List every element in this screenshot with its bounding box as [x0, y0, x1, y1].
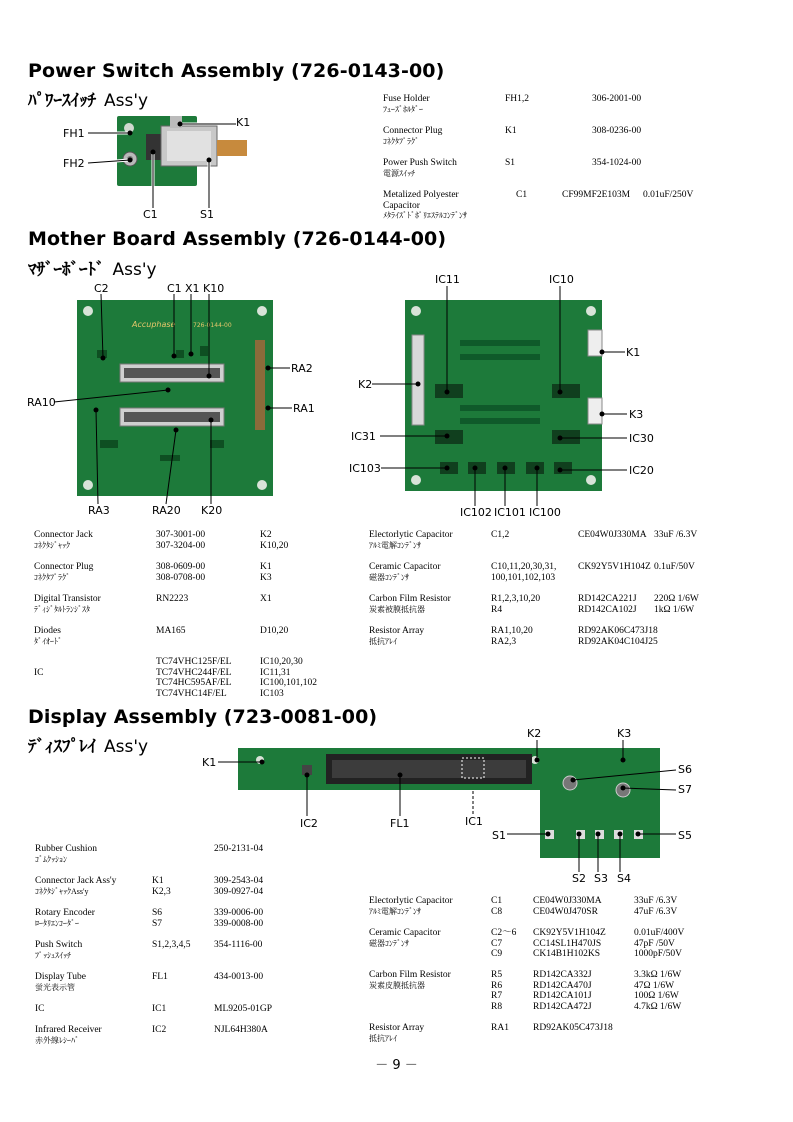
- mb-rpart-value-1: 33uF /6.3V: [654, 530, 698, 540]
- dp-part-ref-5: FL1: [152, 972, 168, 982]
- mb-part-pn-4: MA165: [156, 626, 186, 636]
- dp-part-pn-2: 309-2543-04 309-0927-04: [214, 876, 264, 897]
- mb-rpart-ref-1: C1,2: [491, 530, 510, 540]
- mb-label-k1: K1: [626, 346, 641, 359]
- dp-part-name-5: Display Tube 蛍光表示管: [35, 972, 86, 992]
- mb-rpart-value-2: 0.1uF/50V: [654, 562, 695, 572]
- dp-label-ic1: IC1: [465, 815, 483, 828]
- mb-label-c1: C1: [167, 282, 182, 295]
- mb-part-pn-3: RN2223: [156, 594, 189, 604]
- mb-rpart-pn-1: CE04W0J330MA: [578, 530, 647, 540]
- label-k1: K1: [236, 116, 251, 129]
- mb-rpart-value-3: 220Ω 1/6W 1kΩ 1/6W: [654, 594, 699, 615]
- mb-rpart-pn-2: CK92Y5V1H104Z: [578, 562, 651, 572]
- dp-rpart-ref-3: R5 R6 R7 R8: [491, 970, 503, 1012]
- dp-part-name-7: Infrared Receiver 赤外線ﾚｼｰﾊﾞ: [35, 1025, 102, 1045]
- section-subtitle-mother: [28, 255, 157, 280]
- mb-part-ref-1: K2 K10,20: [260, 530, 289, 551]
- board-logo: Accuphase: [132, 320, 176, 329]
- mb-part-name-5: IC: [34, 668, 44, 678]
- board-part-number: 726-0144-00: [193, 322, 232, 329]
- subtitle-jp: ﾃﾞｨｽﾌﾟﾚｲ: [28, 737, 96, 757]
- power-part-ref-1: FH1,2: [505, 94, 530, 104]
- power-part-ref-4: C1: [516, 190, 528, 200]
- mb-label-x1: X1: [185, 282, 200, 295]
- section-title-display: Display Assembly (723-0081-00): [28, 706, 378, 728]
- dp-label-fl1: FL1: [390, 817, 410, 830]
- power-part-name-1: Fuse Holder ﾌｭｰｽﾞﾎﾙﾀﾞｰ: [383, 94, 430, 114]
- dp-part-pn-7: NJL64H380A: [214, 1025, 268, 1035]
- mb-rpart-pn-3: RD142CA221J RD142CA102J: [578, 594, 637, 615]
- mb-part-ref-2: K1 K3: [260, 562, 272, 583]
- dp-label-k2: K2: [527, 727, 542, 740]
- mb-part-ref-3: X1: [260, 594, 272, 604]
- mb-part-ref-4: D10,20: [260, 626, 289, 636]
- dp-label-s3: S3: [594, 872, 608, 885]
- dp-part-name-2: Connector Jack Ass'y ｺﾈｸﾀｼﾞｬｯｸAss'y: [35, 876, 117, 896]
- label-s1: S1: [200, 208, 214, 221]
- dp-part-name-4: Push Switch ﾌﾟｯｼｭｽｲｯﾁ: [35, 940, 83, 960]
- dp-rpart-pn-2: CK92Y5V1H104Z CC14SL1H470JS CK14B1H102KS: [533, 928, 606, 959]
- label-c1: C1: [143, 208, 158, 221]
- mb-label-ic30: IC30: [629, 432, 654, 445]
- mb-label-k2: K2: [358, 378, 373, 391]
- dp-rpart-ref-1: C1 C8: [491, 896, 503, 917]
- dp-part-pn-3: 339-0006-00 339-0008-00: [214, 908, 264, 929]
- mb-label-ic20: IC20: [629, 464, 654, 477]
- mb-label-ic31: IC31: [351, 430, 376, 443]
- dp-label-s6: S6: [678, 763, 692, 776]
- power-part-ref-2: K1: [505, 126, 517, 136]
- dp-label-s7: S7: [678, 783, 692, 796]
- dp-rpart-ref-2: C2～6 C7 C9: [491, 928, 517, 959]
- mb-label-ra2: RA2: [291, 362, 313, 375]
- mb-label-ic103: IC103: [349, 462, 381, 475]
- dp-label-s1: S1: [492, 829, 506, 842]
- dp-part-ref-2: K1 K2,3: [152, 876, 171, 897]
- dp-part-pn-6: ML9205-01GP: [214, 1004, 273, 1014]
- section-title-power: Power Switch Assembly (726-0143-00): [28, 60, 445, 82]
- power-part-pn-1: 306-2001-00: [592, 94, 642, 104]
- dp-rpart-name-3: Carbon Film Resistor 炭素皮膜抵抗器: [369, 970, 451, 990]
- mb-label-k20: K20: [201, 504, 223, 517]
- dp-part-ref-4: S1,2,3,4,5: [152, 940, 191, 950]
- mb-rpart-ref-2: C10,11,20,30,31, 100,101,102,103: [491, 562, 557, 583]
- mb-label-ic102: IC102: [460, 506, 492, 519]
- dp-label-s2: S2: [572, 872, 586, 885]
- label-fh1: FH1: [63, 127, 85, 140]
- mb-rpart-name-1: Electorlytic Capacitor ｱﾙﾐ電解ｺﾝﾃﾞﾝｻ: [369, 530, 453, 550]
- display-board-photo: [230, 740, 680, 865]
- dp-label-ic2: IC2: [300, 817, 318, 830]
- mb-part-name-1: Connector Jack ｺﾈｸﾀｼﾞｬｯｸ: [34, 530, 93, 550]
- power-part-ref-3: S1: [505, 158, 516, 168]
- subtitle-en: Ass'y: [104, 737, 149, 757]
- dp-rpart-value-3: 3.3kΩ 1/6W 47Ω 1/6W 100Ω 1/6W 4.7kΩ 1/6W: [634, 970, 682, 1012]
- mb-part-name-2: Connector Plug ｺﾈｸﾀﾌﾟﾗｸﾞ: [34, 562, 94, 582]
- dp-part-pn-1: 250-2131-04: [214, 844, 264, 854]
- dp-rpart-pn-1: CE04W0J330MA CE04W0J470SR: [533, 896, 602, 917]
- section-subtitle-display: [28, 732, 148, 757]
- power-part-pn-4: CF99MF2E103M: [562, 190, 631, 200]
- subtitle-jp: ﾊﾟﾜｰｽｲｯﾁ: [28, 91, 96, 111]
- mb-label-ra1: RA1: [293, 402, 315, 415]
- power-part-pn-3: 354-1024-00: [592, 158, 642, 168]
- mb-rpart-name-4: Resistor Array 抵抗ｱﾚｲ: [369, 626, 425, 646]
- power-part-name-2: Connector Plug ｺﾈｸﾀﾌﾟﾗｸﾞ: [383, 126, 443, 146]
- dp-label-k1: K1: [202, 756, 217, 769]
- mb-label-k10: K10: [203, 282, 225, 295]
- mb-part-ref-5: IC10,20,30 IC11,31 IC100,101,102 IC103: [260, 657, 317, 699]
- mb-rpart-name-3: Carbon Film Resistor 炭素被膜抵抗器: [369, 594, 451, 614]
- dp-rpart-name-2: Ceramic Capacitor 磁器ｺﾝﾃﾞﾝｻ: [369, 928, 441, 948]
- section-title-mother: Mother Board Assembly (726-0144-00): [28, 228, 447, 250]
- power-part-name-4: Metalized Polyester Capacitor ﾒﾀﾗｲｽﾞﾄﾞﾎﾟﾘｴｽﾃﾙｺﾝﾃﾞﾝｻ: [383, 190, 467, 220]
- dp-rpart-value-1: 33uF /6.3V 47uF /6.3V: [634, 896, 678, 917]
- mb-part-name-4: Diodes ﾀﾞｲｵｰﾄﾞ: [34, 626, 62, 646]
- dp-part-name-6: IC: [35, 1004, 45, 1014]
- dp-part-pn-5: 434-0013-00: [214, 972, 264, 982]
- page-number: － 9 －: [375, 1058, 418, 1073]
- dp-rpart-name-1: Electorlytic Capacitor ｱﾙﾐ電解ｺﾝﾃﾞﾝｻ: [369, 896, 453, 916]
- dp-part-pn-4: 354-1116-00: [214, 940, 263, 950]
- dp-rpart-pn-3: RD142CA332J RD142CA470J RD142CA101J RD142CA472J: [533, 970, 592, 1012]
- dp-part-ref-6: IC1: [152, 1004, 167, 1014]
- mb-rpart-ref-4: RA1,10,20 RA2,3: [491, 626, 533, 647]
- dp-part-name-1: Rubber Cushion ｺﾞﾑｸｯｼｮﾝ: [35, 844, 98, 864]
- power-part-value-4: 0.01uF/250V: [643, 190, 694, 200]
- mb-label-ic100: IC100: [529, 506, 561, 519]
- power-switch-photo: [60, 112, 260, 222]
- dp-label-s5: S5: [678, 829, 692, 842]
- mb-part-name-3: Digital Transistor ﾃﾞｨｼﾞﾀﾙﾄﾗﾝｼﾞｽﾀ: [34, 594, 101, 614]
- dp-rpart-value-2: 0.01uF/400V 47pF /50V 1000pF/50V: [634, 928, 685, 959]
- mb-label-ic11: IC11: [435, 273, 460, 286]
- mb-rpart-pn-4: RD92AK06C473J18 RD92AK04C104J25: [578, 626, 658, 647]
- subtitle-en: Ass'y: [112, 260, 157, 280]
- dp-part-name-3: Rotary Encoder ﾛｰﾀﾘｴﾝｺｰﾀﾞｰ: [35, 908, 95, 928]
- mother-board-bottom-photo: [340, 280, 640, 510]
- mb-label-ra3: RA3: [88, 504, 110, 517]
- mb-label-ra20: RA20: [152, 504, 181, 517]
- power-part-name-3: Power Push Switch 電源ｽｲｯﾁ: [383, 158, 457, 178]
- mb-label-ic10: IC10: [549, 273, 574, 286]
- mb-label-ic101: IC101: [494, 506, 526, 519]
- mb-part-pn-5: TC74VHC125F/EL TC74VHC244F/EL TC74HC595AF/EL TC74VHC14F/EL: [156, 657, 232, 699]
- dp-part-ref-3: S6 S7: [152, 908, 163, 929]
- mb-label-k3: K3: [629, 408, 644, 421]
- subtitle-en: Ass'y: [104, 91, 149, 111]
- mb-rpart-name-2: Ceramic Capacitor 磁器ｺﾝﾃﾞﾝｻ: [369, 562, 441, 582]
- mb-part-pn-2: 308-0609-00 308-0708-00: [156, 562, 206, 583]
- dp-label-s4: S4: [617, 872, 631, 885]
- mb-label-c2: C2: [94, 282, 109, 295]
- dp-rpart-ref-4: RA1: [491, 1023, 509, 1033]
- power-part-pn-2: 308-0236-00: [592, 126, 642, 136]
- dp-rpart-pn-4: RD92AK05C473J18: [533, 1023, 613, 1033]
- mb-part-pn-1: 307-3001-00 307-3204-00: [156, 530, 206, 551]
- dp-label-k3: K3: [617, 727, 632, 740]
- mb-label-ra10: RA10: [27, 396, 56, 409]
- dp-rpart-name-4: Resistor Array 抵抗ｱﾚｲ: [369, 1023, 425, 1043]
- subtitle-jp: ﾏｻﾞｰﾎﾞｰﾄﾞ: [28, 260, 105, 280]
- mb-rpart-ref-3: R1,2,3,10,20 R4: [491, 594, 541, 615]
- dp-part-ref-7: IC2: [152, 1025, 167, 1035]
- section-subtitle-power: [28, 86, 148, 111]
- label-fh2: FH2: [63, 157, 85, 170]
